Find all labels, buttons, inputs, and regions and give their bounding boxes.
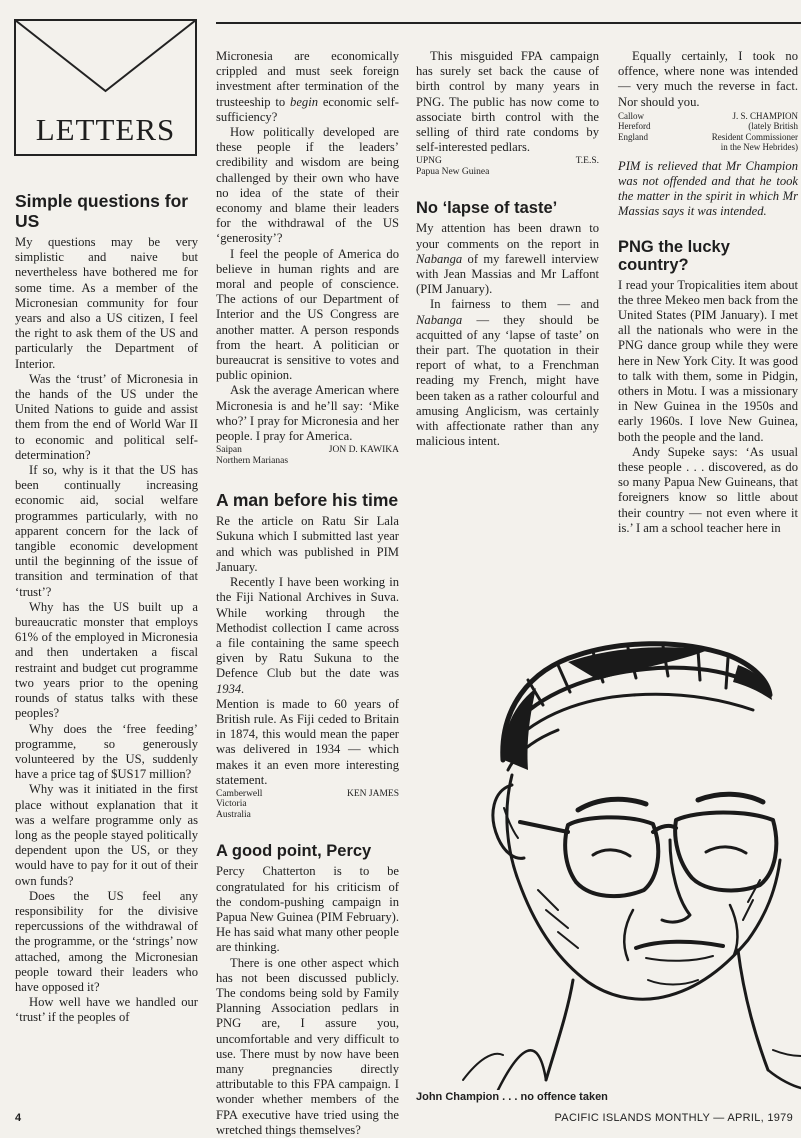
- signature-champion: Callow Hereford England J. S. CHAMPION (lately British Resident Commissioner in the New Hebrides): [618, 110, 798, 153]
- page-number: 4: [15, 1112, 22, 1124]
- paragraph: Why has the US built up a bureaucratic monster that employs 61% of the employed in Micronesia and then undertaken a fiscal restraint and budget cut programme two years prior to the opening rounds of status talks with these peoples?: [15, 599, 198, 721]
- top-rule: [216, 22, 801, 24]
- paragraph: Recently I have been working in the Fiji National Archives in Suva. While working through the Methodist collection I came across a file containing the same speech given by Ratu Sukuna to the Defence Club but the date was 1934.: [216, 575, 399, 696]
- portrait-sketch: [408, 610, 801, 1090]
- paragraph: Mention is made to 60 years of British rule. As Fiji ceded to Britain in 1874, this would mean the paper was delivered in 1934 — which makes it an even more interesting statement.: [216, 696, 399, 787]
- letters-logo: [14, 19, 197, 156]
- masthead: PACIFIC ISLANDS MONTHLY — APRIL, 1979: [554, 1112, 793, 1124]
- paragraph: My attention has been drawn to your comments on the report in Nabanga of my farewell interview with Jean Massias and Mr Laffont (PIM January).: [416, 221, 599, 297]
- paragraph: Equally certainly, I took no offence, where none was intended — very much the reverse in fact. Nor should you.: [618, 49, 798, 109]
- heading-simple-questions: Simple questions for US: [15, 191, 189, 231]
- paragraph: How politically developed are these people if the leaders’ credibility and wisdom are being challenged by their own who have no idea of the state of their economy and blame their leaders for the withdrawal of the US ‘generosity’?: [216, 125, 399, 246]
- column-3: [416, 49, 599, 449]
- heading-good-point-percy: A good point, Percy: [216, 842, 372, 861]
- paragraph: There is one other aspect which has not been discussed publicly. The condoms being sold by Family Planning Association pedlars in PNG are, I assure you, uncomfortable and very difficult to use. There must by now have been many pregnancies directly attributable to this FPA campaign. I wonder whether members of the FPA executive have tried using the wretched things themselves?: [216, 955, 399, 1137]
- heading-no-lapse-of-taste: No ‘lapse of taste’: [416, 199, 558, 218]
- paragraph: I read your Tropicalities item about the three Mekeo men back from the United States (PIM January). I met all the nationals who were in the PNG dance group while they were here in New York City. It was good to talk with them, some in Pidgin, others in Motu. I was a missionary in New Guinea in the 1950s and early 1960s. I love New Guinea, both the people and the land.: [618, 277, 798, 444]
- paragraph: Percy Chatterton is to be congratulated for his criticism of the condom-pushing campaign in Papua New Guinea (PIM February). He has said what many other people are thinking.: [216, 864, 399, 955]
- illustration-caption: John Champion . . . no offence taken: [416, 1091, 608, 1103]
- paragraph: Does the US feel any responsibility for the divisive repercussions of the withdrawal of the programme, or the ‘strings’ now attached, among the Micronesian people toward their leaders who have opposed it?: [15, 888, 198, 994]
- signature-james: Camberwell Victoria Australia KEN JAMES: [216, 788, 399, 820]
- paragraph: Was the ‘trust’ of Micronesia in the hands of the US under the United Nations to guide and assist them from the end of World War II to economic and political self-determination?: [15, 371, 198, 462]
- paragraph: My questions may be very simplistic and naive but nevertheless have bothered me for some time. As a member of the Micronesian community for four years and also a US citizen, I feel the right to ask them of the US and particularly the Department of Interior.: [15, 235, 198, 371]
- column-2: [216, 49, 399, 1138]
- paragraph: This misguided FPA campaign has surely set back the cause of birth control by many years in PNG. The public has now come to associate birth control with the selling of third rate condoms by self-interested pedlars.: [416, 49, 599, 155]
- paragraph: In fairness to them — and Nabanga — they should be acquitted of any ‘lapse of taste’ on their part. The quotation in their report of what, to a Frenchman reading my French, might have been taken as a rather colourful and amusing Anglicism, was certainly with affectionate rather than any malicious intent.: [416, 297, 599, 449]
- portrait-illustration: [408, 610, 801, 1090]
- paragraph: If so, why is it that the US has been continually increasing economic aid, social welfare programmes particularly, with no apparent concern for the lack of tangible economic development until the beginning of the issue of transition and termination of that ‘trust’?: [15, 463, 198, 599]
- editor-note: PIM is relieved that Mr Champion was not offended and that he took the matter in the spirit in which Mr Massias says it was intended.: [618, 158, 798, 219]
- heading-man-before-his-time: A man before his time: [216, 490, 399, 511]
- signature-tes: UPNG Papua New Guinea T.E.S.: [416, 156, 599, 177]
- paragraph: Ask the average American where Micronesia is and he’ll say: ‘Mike who?’ I pray for Micronesia and her people. I pray for America.: [216, 383, 399, 444]
- paragraph: Andy Supeke says: ‘As usual these people . . . discovered, as do so many Papua New Guineans, that foreigners know so little about their country — not even where it is.’ I am a school teacher here in: [618, 444, 798, 535]
- signature-kawika: Saipan Northern Marianas JON D. KAWIKA: [216, 445, 399, 466]
- column-1: [15, 191, 198, 1026]
- heading-png-lucky-country: PNG the lucky country?: [618, 237, 730, 274]
- paragraph: Micronesia are economically crippled and must seek foreign investment after termination of the trusteeship to begin economic self-sufficiency?: [216, 49, 399, 124]
- italic-begin: begin: [290, 94, 318, 109]
- column-4: [618, 49, 798, 536]
- logo-word: LETTERS: [35, 112, 176, 147]
- paragraph: I feel the people of America do believe in human rights and are moral and people of conscience. The actions of our Department of Interior and the US Congress are another matter. A person responds from the heart. A politician or bureaucrat is sensitive to votes and public opinion.: [216, 246, 399, 383]
- paragraph: Why was it initiated in the first place without explanation that it was a welfare programme only as long as the people stayed politically dependent upon the US, or they would have to pay for it out of their own funds?: [15, 782, 198, 888]
- paragraph: Why does the ‘free feeding’ programme, so generously volunteered by the US, suddenly have a price tag of $US17 million?: [15, 721, 198, 782]
- paragraph: How well have we handled our ‘trust’ if the peoples of: [15, 995, 198, 1025]
- paragraph: Re the article on Ratu Sir Lala Sukuna which I submitted last year and which was published in PIM January.: [216, 514, 399, 574]
